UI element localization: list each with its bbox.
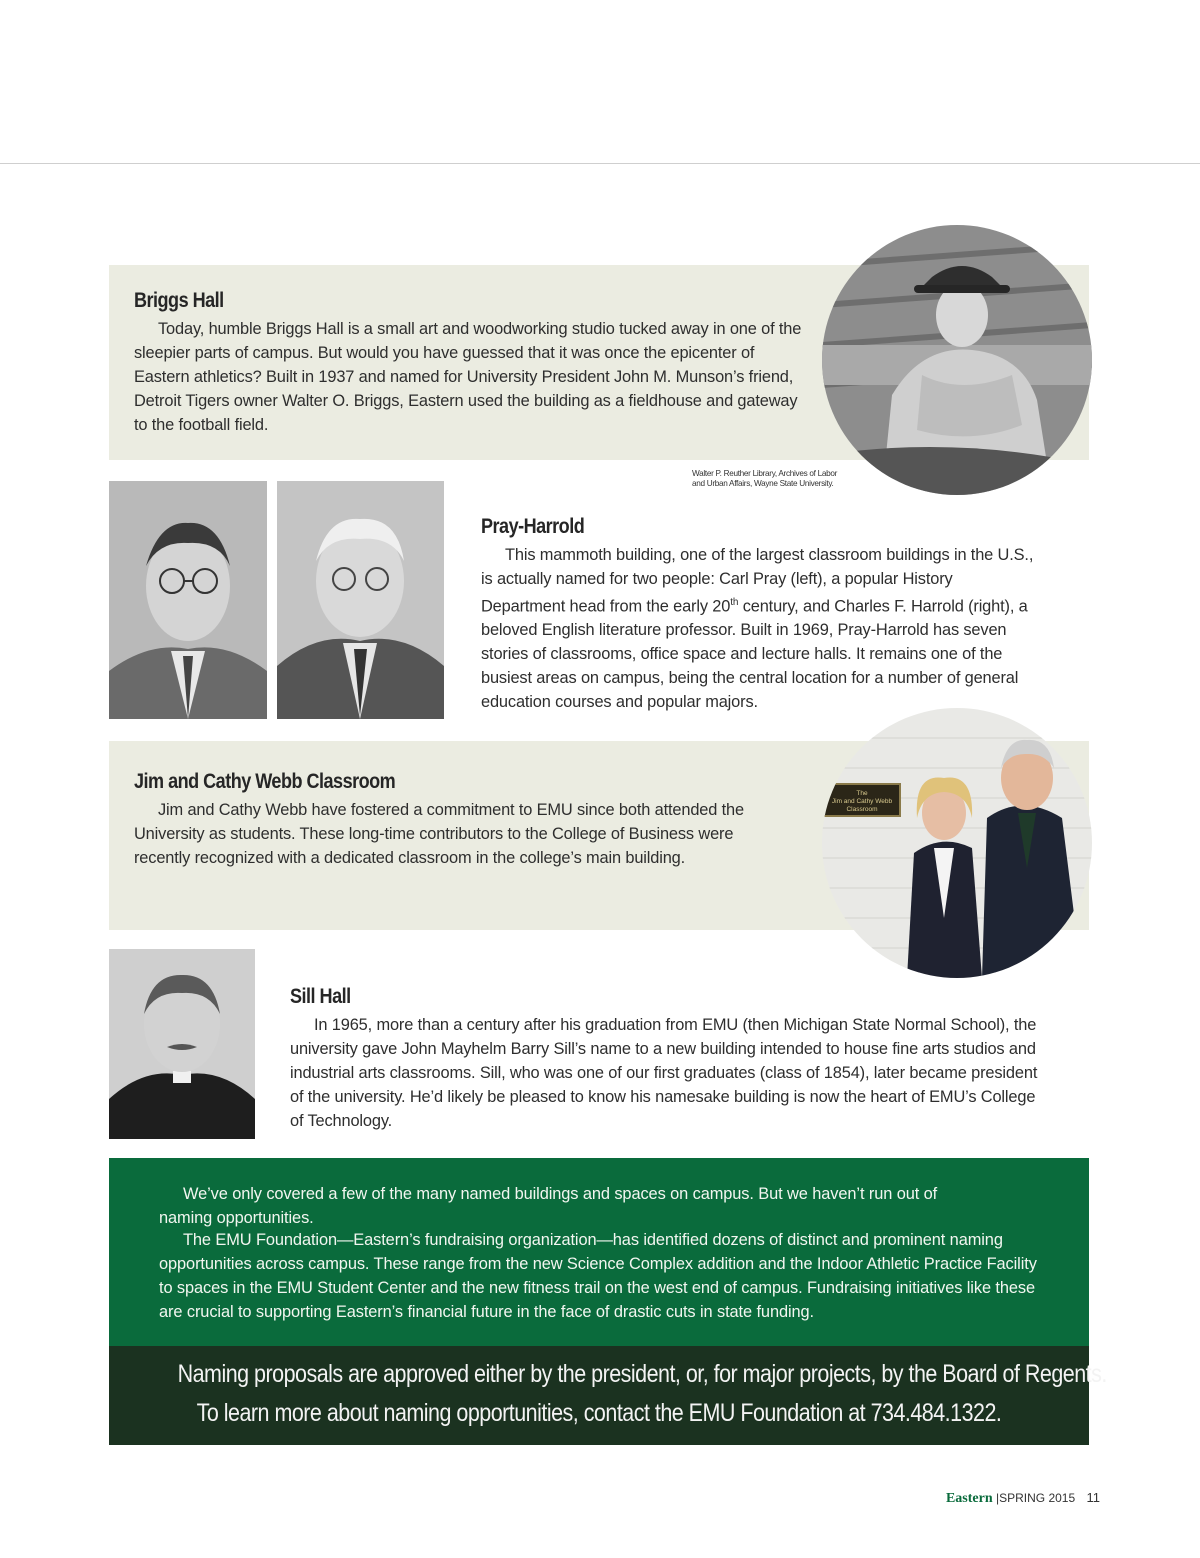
sill-photo <box>109 949 255 1139</box>
magazine-name: Eastern <box>945 1491 993 1506</box>
plaque-line-1: The <box>856 790 868 797</box>
banner-line-1: Naming proposals are approved either by the president, or, for major projects, by the Board of Regents. <box>177 1360 1107 1388</box>
plaque-line-2: Jim and Cathy Webb <box>831 798 893 805</box>
issue-label: SPRING 2015 <box>999 1491 1076 1505</box>
top-divider <box>0 163 1200 164</box>
sill-body: In 1965, more than a century after his graduation from EMU (then Michigan State Normal School), the university gave John Mayhelm Barry Sill’s name to a new building intended to house fine arts studios and industrial arts classrooms. Sill, who was one of our first graduates (class of 1854), later became president of the university. He’d likely be pleased to know his namesake building is now the heart of EMU’s College of Technology. <box>290 1016 1038 1130</box>
callout-paragraph-1: We’ve only covered a few of the many named buildings and spaces on campus. But we haven’t run out of naming opportunities. <box>159 1185 938 1227</box>
footer-separator: | <box>995 1491 1000 1505</box>
credit-line-1: Walter P. Reuther Library, Archives of Labor <box>692 469 838 478</box>
briggs-section <box>134 289 804 437</box>
page-number: 11 <box>1086 1490 1100 1505</box>
plaque-line-3: Classroom <box>846 806 878 813</box>
page-footer <box>900 1490 1100 1507</box>
naming-opportunities-callout <box>109 1158 1089 1346</box>
webb-photo <box>822 708 1092 978</box>
callout-paragraph-2: The EMU Foundation—Eastern’s fundraising organization—has identified dozens of distinct and prominent naming opportunities across campus. These range from the new Science Complex addition and the Indoor Athletic Practice Facility to spaces in the EMU Student Center and the new fitness trail on the west end of campus. Fundraising initiatives like these are crucial to supporting Eastern’s financial future in the face of drastic cuts in state funding. <box>159 1231 1037 1321</box>
sill-title: Sill Hall <box>290 985 351 1008</box>
pray-harrold-title: Pray-Harrold <box>481 515 585 538</box>
contact-banner <box>109 1346 1107 1445</box>
pray-harrold-body <box>481 543 1041 714</box>
briggs-body: Today, humble Briggs Hall is a small art and woodworking studio tucked away in one of the sleepier parts of campus. But would you have guessed that it was once the epicenter of Eastern athletics? Built in 1937 and named for University President John M. Munson’s friend, Detroit Tigers owner Walter O. Briggs, Eastern used the building as a fieldhouse and gateway to the football field. <box>134 320 802 434</box>
pray-body-part-2: century, and Charles F. Harrold (right), a beloved English literature professor. Built in 1969, Pray-Harrold has seven stories of classrooms, office space and lecture halls. It remains one of the busiest areas on campus, being the central location for a number of general education courses and popular majors. <box>481 597 1028 712</box>
sill-section <box>290 985 1040 1133</box>
photo-credit <box>692 469 862 489</box>
pray-harrold-section <box>481 515 1041 714</box>
charles-harrold-photo <box>277 481 444 719</box>
briggs-photo <box>822 225 1092 495</box>
credit-line-2: and Urban Affairs, Wayne State University. <box>692 479 834 488</box>
webb-body: Jim and Cathy Webb have fostered a commitment to EMU since both attended the University as students. These long-time contributors to the College of Business were recently recognized with a dedicated classroom in the college’s main building. <box>134 801 744 867</box>
webb-section <box>134 770 774 870</box>
banner-line-2: To learn more about naming opportunities, contact the EMU Foundation at 734.484.1322. <box>196 1399 1002 1427</box>
webb-title: Jim and Cathy Webb Classroom <box>134 770 396 793</box>
briggs-title: Briggs Hall <box>134 289 224 312</box>
pray-body-part-1: This mammoth building, one of the largest classroom buildings in the U.S., is actually named for two people: Carl Pray (left), a popular History Department head from the early 20 <box>481 546 1034 616</box>
carl-pray-photo <box>109 481 267 719</box>
pray-superscript: th <box>730 597 739 608</box>
